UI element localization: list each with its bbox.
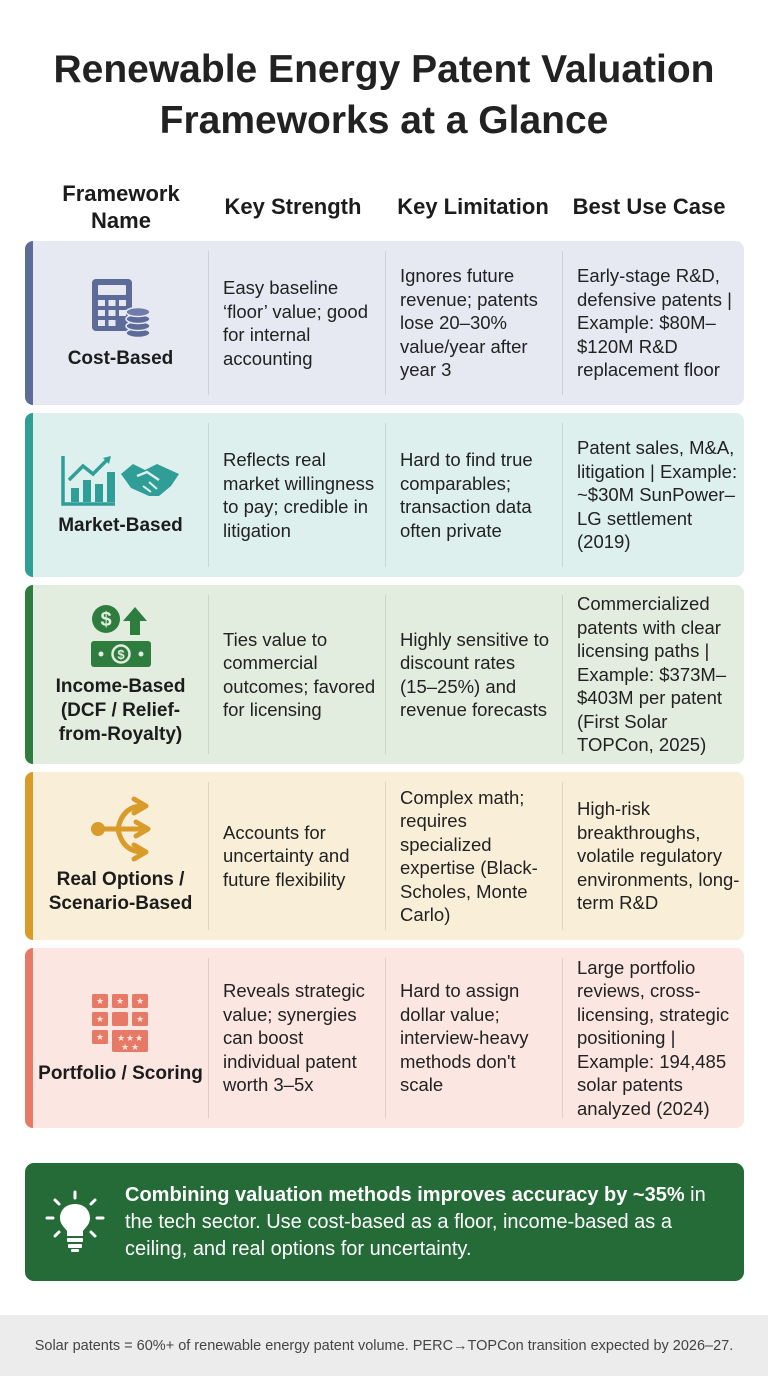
money-arrow-icon (89, 603, 153, 669)
key-strength-cell: Reflects real market willingness to pay; credible in litigation (208, 423, 385, 567)
svg-text:★: ★ (135, 997, 144, 1007)
svg-text:★: ★ (125, 1034, 134, 1044)
header-name-line-2: Name (91, 208, 151, 233)
framework-name: Real Options / Scenario-Based (48, 869, 193, 914)
best-use-case-cell: Large portfolio reviews, cross-licensing, strategic positioning | Example: 194,485 solar patents analyzed (2024) (562, 958, 744, 1118)
key-limitation-cell: Hard to find true comparables; transaction data often private (385, 423, 562, 567)
svg-text:★: ★ (135, 1015, 144, 1025)
title-line-2: Frameworks at a Glance (159, 99, 609, 142)
svg-text:★: ★ (115, 997, 124, 1007)
key-strength-cell: Reveals strategic value; synergies can boost individual patent worth 3–5x (208, 958, 385, 1118)
key-limitation-cell: Ignores future revenue; patents lose 20–30% value/year after year 3 (385, 251, 562, 395)
framework-name-cell (33, 585, 208, 764)
branching-arrows-icon (88, 796, 154, 862)
svg-text:★: ★ (95, 1033, 104, 1043)
star-grid-icon (88, 990, 154, 1056)
framework-name-cell (33, 241, 208, 405)
svg-text:$: $ (116, 646, 125, 662)
framework-name: Portfolio / Scoring (38, 1063, 203, 1084)
header-name-line-1: Framework (62, 181, 180, 206)
row-accent-bar (25, 241, 33, 405)
footer-text: Solar patents = 60%+ of renewable energy patent volume. PERC→TOPCon transition expected by 2026–27. (34, 1337, 734, 1354)
lightbulb-icon (45, 1190, 105, 1254)
lightbulb-icon-wrap (25, 1190, 125, 1254)
svg-text:★: ★ (95, 997, 104, 1007)
best-use-case-cell: High-risk breakthroughs, volatile regulatory environments, long-term R&D (562, 782, 744, 930)
row-accent-bar (25, 585, 33, 764)
header-framework-name (40, 180, 202, 234)
svg-text:★: ★ (120, 1043, 129, 1053)
footer-note (0, 1315, 768, 1376)
svg-text:★: ★ (116, 1034, 125, 1044)
framework-row-cost-based (25, 241, 744, 405)
key-insight-callout (25, 1163, 744, 1281)
key-strength-cell: Accounts for uncertainty and future flexibility (208, 782, 385, 930)
chart-handshake-icon (59, 452, 183, 508)
best-use-case-cell: Patent sales, M&A, litigation | Example: ~$30M SunPower–LG settlement (2019) (562, 423, 744, 567)
svg-text:★: ★ (95, 1015, 104, 1025)
calculator-coins-icon (88, 275, 154, 341)
key-strength-cell: Ties value to commercial outcomes; favored for licensing (208, 595, 385, 754)
framework-name: Income-Based (DCF / Relief-from-Royalty) (55, 675, 186, 745)
callout-bold-text: Combining valuation methods improves accuracy by ~35% (125, 1183, 685, 1206)
framework-row-income-based (25, 585, 744, 764)
framework-name-cell (33, 413, 208, 577)
header-key-strength: Key Strength (224, 194, 362, 219)
key-limitation-cell: Hard to assign dollar value; interview-heavy methods don't scale (385, 958, 562, 1118)
svg-text:★: ★ (130, 1043, 139, 1053)
key-limitation-cell: Complex math; requires specialized expertise (Black-Scholes, Monte Carlo) (385, 782, 562, 930)
key-strength-cell: Easy baseline ‘floor’ value; good for internal accounting (208, 251, 385, 395)
row-accent-bar (25, 772, 33, 940)
framework-row-market-based (25, 413, 744, 577)
svg-text:$: $ (99, 608, 112, 631)
best-use-case-cell: Early-stage R&D, defensive patents | Example: $80M–$120M R&D replacement floor (562, 251, 744, 395)
framework-name-cell (33, 948, 208, 1128)
row-accent-bar (25, 948, 33, 1128)
key-limitation-cell: Highly sensitive to discount rates (15–25%) and revenue forecasts (385, 595, 562, 754)
title-line-1: Renewable Energy Patent Valuation (53, 48, 715, 91)
svg-text:★: ★ (134, 1034, 143, 1044)
best-use-case-cell: Commercialized patents with clear licensing paths | Example: $373M–$403M per patent (First Solar TOPCon, 2025) (562, 595, 744, 754)
row-accent-bar (25, 413, 33, 577)
callout-rest-text: in the tech sector. Use cost-based as a floor, income-based as a ceiling, and real options for uncertainty. (125, 1183, 706, 1260)
framework-name-cell (33, 772, 208, 940)
framework-row-portfolio-scoring (25, 948, 744, 1128)
framework-name: Cost-Based (67, 348, 174, 369)
header-best-use-case: Best Use Case (572, 194, 726, 219)
framework-name: Market-Based (58, 515, 183, 536)
header-key-limitation: Key Limitation (397, 194, 549, 219)
page-title (0, 44, 768, 146)
framework-row-real-options (25, 772, 744, 940)
callout-text (125, 1182, 744, 1263)
